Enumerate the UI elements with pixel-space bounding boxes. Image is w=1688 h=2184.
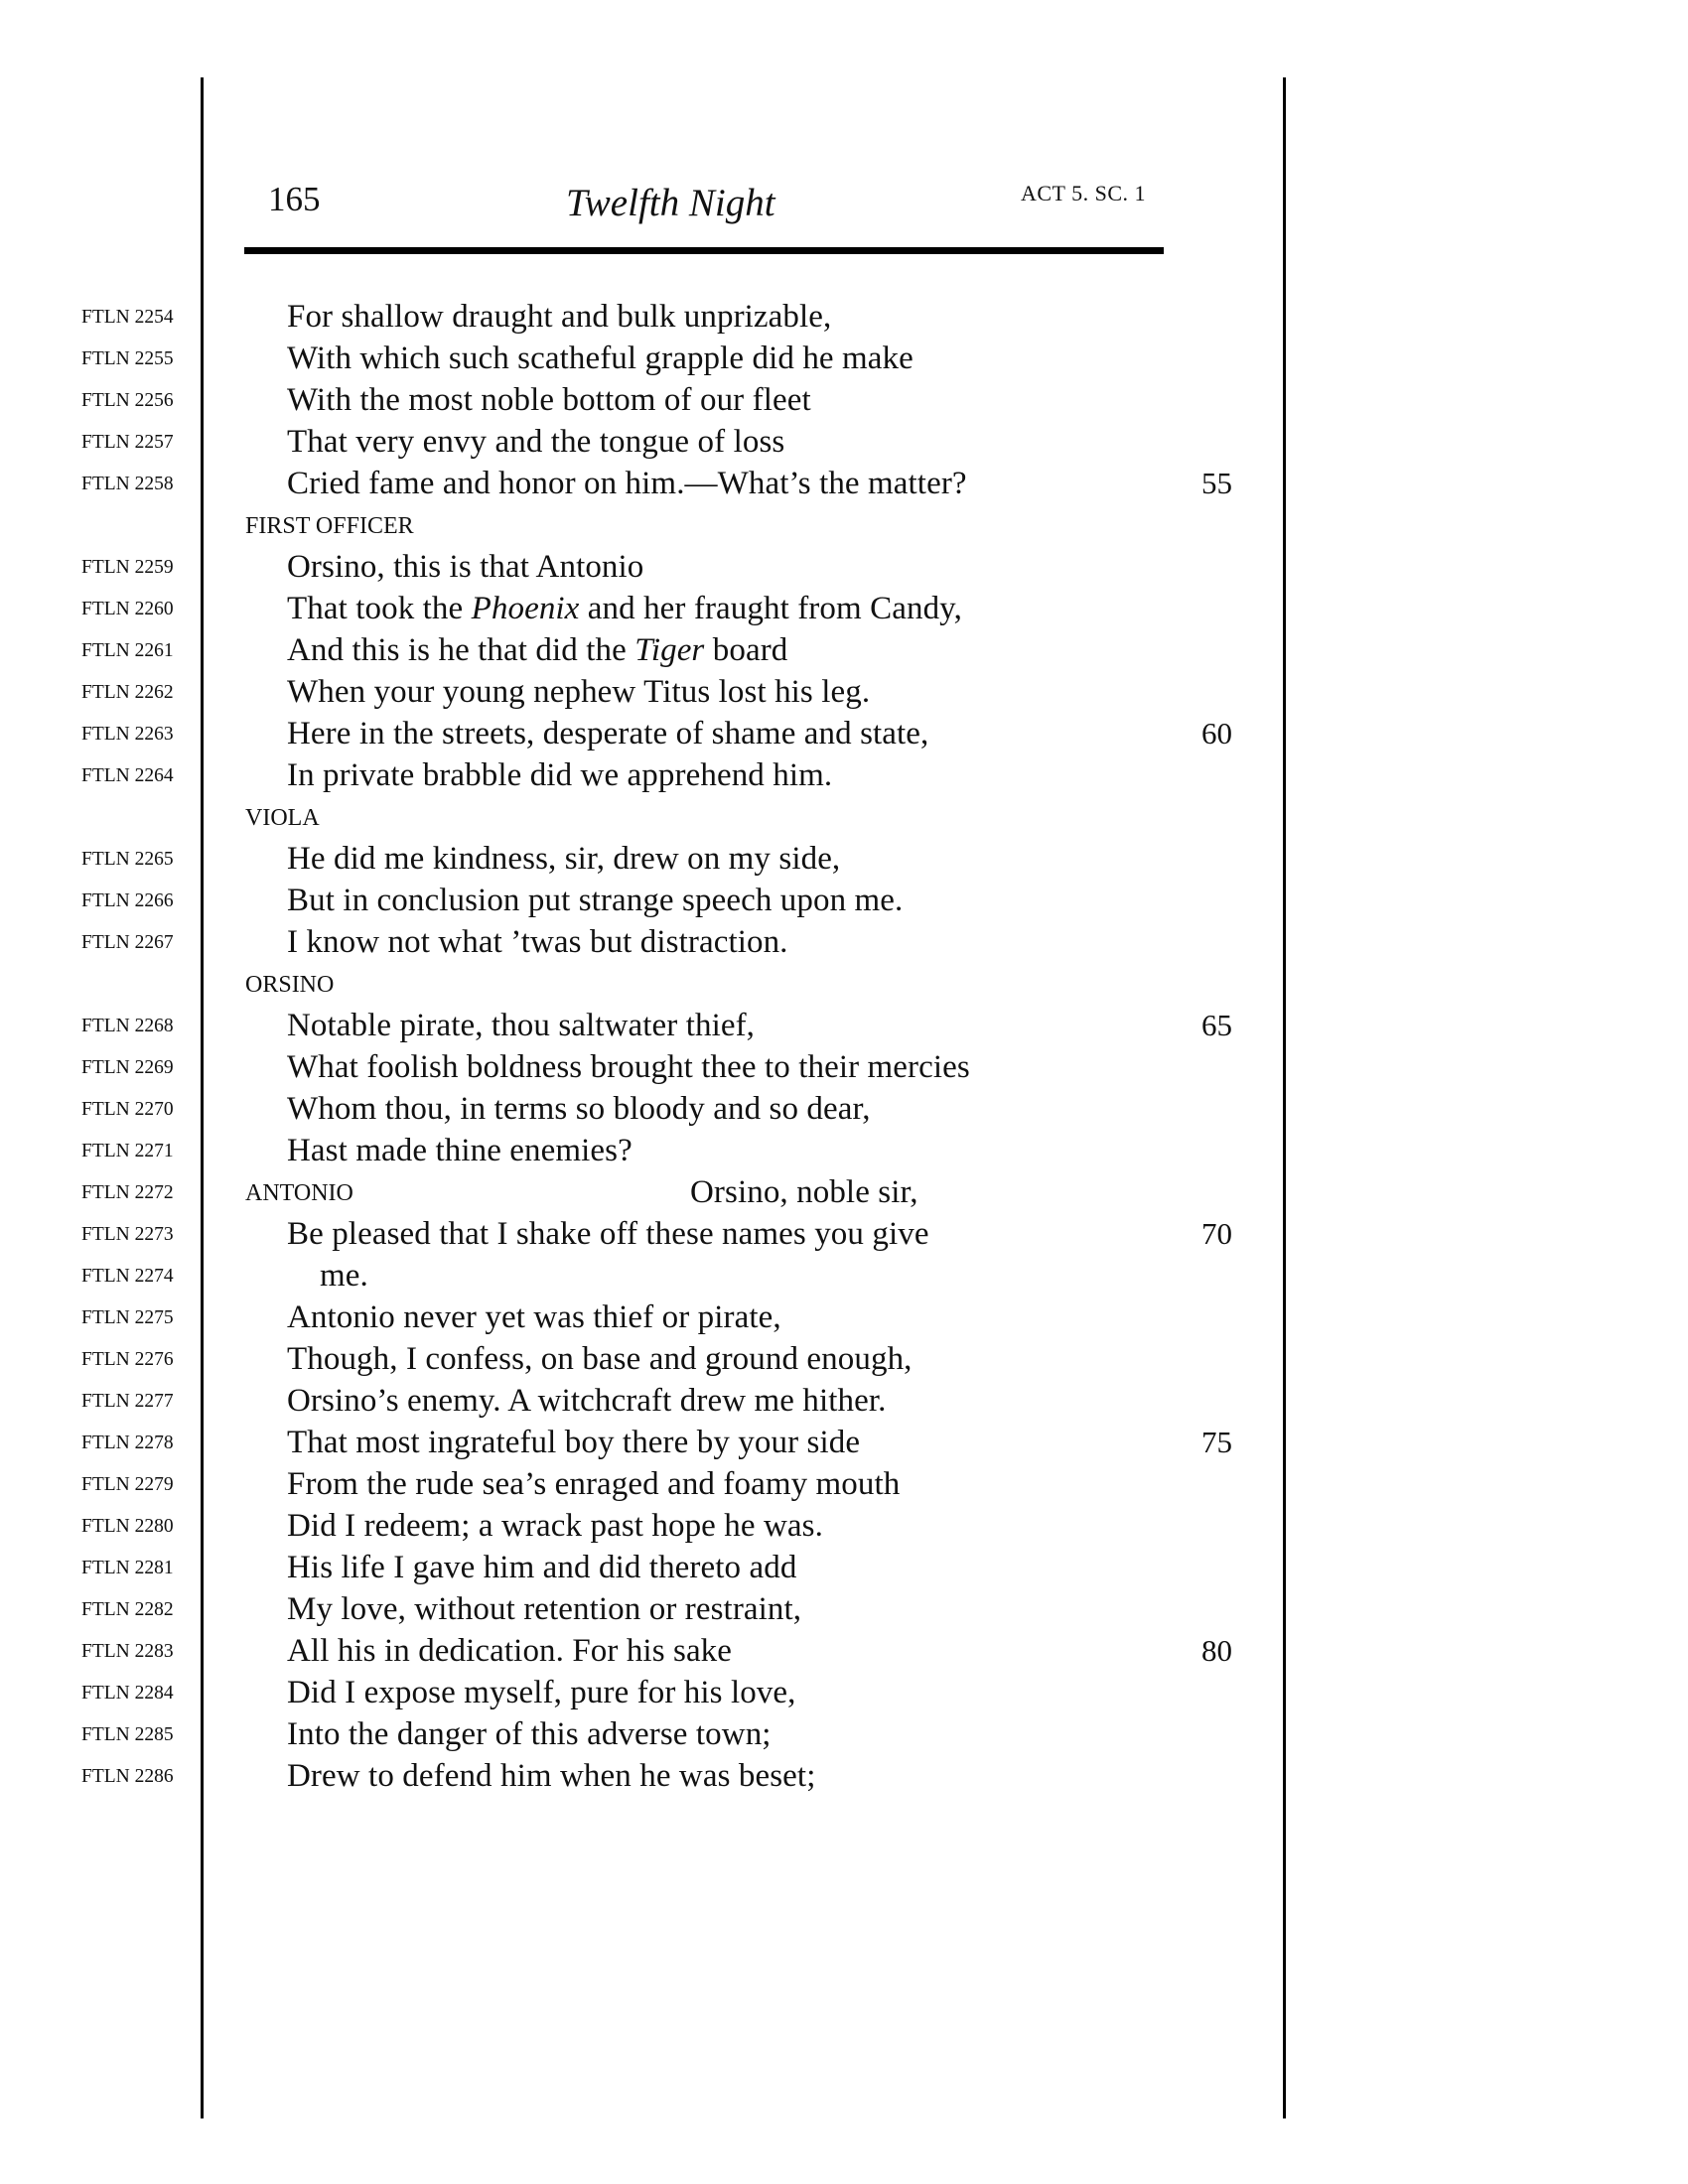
- ftln-number: FTLN 2266: [81, 890, 174, 911]
- verse-row: [0, 712, 1688, 753]
- verse-row: [0, 545, 1688, 587]
- running-title: Twelfth Night: [566, 182, 775, 224]
- ftln-number: FTLN 2277: [81, 1391, 174, 1412]
- speaker-name: ANTONIO: [245, 1180, 353, 1206]
- verse-line: All his in dedication. For his sake: [287, 1633, 733, 1669]
- speaker-row: [0, 503, 1688, 545]
- ftln-number: FTLN 2265: [81, 849, 174, 870]
- ftln-number: FTLN 2284: [81, 1683, 174, 1704]
- ftln-number: FTLN 2264: [81, 765, 174, 786]
- verse-row: [0, 670, 1688, 712]
- ftln-number: FTLN 2278: [81, 1433, 174, 1453]
- verse-row: [0, 1379, 1688, 1421]
- verse-row: [0, 1170, 1688, 1212]
- ship-name: Phoenix: [471, 591, 580, 626]
- verse-row: [0, 1004, 1688, 1045]
- verse-line: Orsino’s enemy. A witchcraft drew me hither.: [287, 1383, 887, 1419]
- verse-line: In private brabble did we apprehend him.: [287, 757, 833, 793]
- line-number: 80: [1201, 1633, 1232, 1668]
- verse-line: Into the danger of this adverse town;: [287, 1716, 772, 1752]
- verse-text: That took the: [287, 591, 472, 626]
- verse-row: [0, 1546, 1688, 1587]
- speaker-row: [0, 795, 1688, 837]
- verse-line: Hast made thine enemies?: [287, 1133, 633, 1168]
- verse-row: [0, 879, 1688, 920]
- verse-line: For shallow draught and bulk unprizable,: [287, 299, 832, 335]
- ftln-number: FTLN 2257: [81, 432, 174, 453]
- ftln-number: FTLN 2275: [81, 1307, 174, 1328]
- verse-line: My love, without retention or restraint,: [287, 1591, 802, 1627]
- verse-line: Drew to defend him when he was beset;: [287, 1758, 816, 1794]
- line-number: 70: [1201, 1216, 1232, 1251]
- ftln-number: FTLN 2260: [81, 599, 174, 619]
- ftln-number: FTLN 2256: [81, 390, 174, 411]
- header-rule: [244, 247, 1164, 254]
- ftln-number: FTLN 2274: [81, 1266, 174, 1287]
- verse-line: Though, I confess, on base and ground enough,: [287, 1341, 913, 1377]
- verse-row: [0, 1712, 1688, 1754]
- verse-line: Antonio never yet was thief or pirate,: [287, 1299, 781, 1335]
- ftln-number: FTLN 2270: [81, 1099, 174, 1120]
- verse-row: [0, 1254, 1688, 1296]
- ftln-number: FTLN 2279: [81, 1474, 174, 1495]
- ftln-number: FTLN 2281: [81, 1558, 174, 1578]
- verse-row: [0, 1754, 1688, 1796]
- verse-row: [0, 753, 1688, 795]
- play-text-body: [0, 295, 1688, 1796]
- verse-line: That most ingrateful boy there by your side: [287, 1425, 861, 1460]
- verse-text: and her fraught from Candy,: [579, 591, 962, 626]
- verse-row: [0, 1087, 1688, 1129]
- ftln-number: FTLN 2267: [81, 932, 174, 953]
- ftln-number: FTLN 2272: [81, 1182, 174, 1203]
- ftln-number: FTLN 2269: [81, 1057, 174, 1078]
- verse-line: With which such scatheful grapple did he make: [287, 341, 914, 376]
- verse-line: Did I expose myself, pure for his love,: [287, 1675, 796, 1710]
- verse-line: But in conclusion put strange speech upon me.: [287, 883, 904, 918]
- verse-line: Orsino, this is that Antonio: [287, 549, 644, 585]
- ftln-number: FTLN 2254: [81, 307, 174, 328]
- verse-row: [0, 628, 1688, 670]
- speaker-name: VIOLA: [245, 805, 320, 831]
- verse-row: [0, 1296, 1688, 1337]
- verse-row: [0, 1212, 1688, 1254]
- verse-line: What foolish boldness brought thee to their mercies: [287, 1049, 970, 1085]
- verse-row: [0, 462, 1688, 503]
- page-number: 165: [268, 180, 321, 218]
- ship-name: Tiger: [634, 632, 705, 668]
- ftln-number: FTLN 2271: [81, 1141, 174, 1161]
- verse-row: [0, 1462, 1688, 1504]
- verse-line: From the rude sea’s enraged and foamy mouth: [287, 1466, 901, 1502]
- verse-line: Cried fame and honor on him.—What’s the matter?: [287, 466, 967, 501]
- speaker-row: [0, 962, 1688, 1004]
- ftln-number: FTLN 2255: [81, 348, 174, 369]
- ftln-number: FTLN 2282: [81, 1599, 174, 1620]
- verse-line: His life I gave him and did thereto add: [287, 1550, 797, 1585]
- verse-row: [0, 1504, 1688, 1546]
- verse-text: And this is he that did the: [287, 632, 635, 668]
- verse-row: [0, 1045, 1688, 1087]
- verse-line: Orsino, noble sir,: [690, 1174, 918, 1210]
- verse-row: [0, 1629, 1688, 1671]
- line-number: 75: [1201, 1425, 1232, 1459]
- speaker-name: FIRST OFFICER: [245, 513, 414, 539]
- verse-row: [0, 378, 1688, 420]
- ftln-number: FTLN 2258: [81, 474, 174, 494]
- verse-line: me.: [320, 1258, 368, 1294]
- ftln-number: FTLN 2286: [81, 1766, 174, 1787]
- verse-row: [0, 1421, 1688, 1462]
- verse-line: [287, 588, 962, 629]
- verse-row: [0, 837, 1688, 879]
- verse-line: Be pleased that I shake off these names you give: [287, 1216, 929, 1252]
- verse-line: Here in the streets, desperate of shame and state,: [287, 716, 929, 751]
- verse-row: [0, 1129, 1688, 1170]
- line-number: 55: [1201, 466, 1232, 500]
- ftln-number: FTLN 2259: [81, 557, 174, 578]
- act-scene-label: ACT 5. SC. 1: [1021, 181, 1147, 205]
- verse-row: [0, 337, 1688, 378]
- verse-line: That very envy and the tongue of loss: [287, 424, 785, 460]
- verse-line: [287, 629, 787, 671]
- ftln-number: FTLN 2273: [81, 1224, 174, 1245]
- line-number: 60: [1201, 716, 1232, 751]
- verse-line: With the most noble bottom of our fleet: [287, 382, 811, 418]
- ftln-number: FTLN 2268: [81, 1016, 174, 1036]
- ftln-number: FTLN 2276: [81, 1349, 174, 1370]
- ftln-number: FTLN 2285: [81, 1724, 174, 1745]
- ftln-number: FTLN 2261: [81, 640, 174, 661]
- verse-row: [0, 295, 1688, 337]
- verse-line: He did me kindness, sir, drew on my side,: [287, 841, 841, 877]
- verse-line: Whom thou, in terms so bloody and so dear,: [287, 1091, 871, 1127]
- ftln-number: FTLN 2283: [81, 1641, 174, 1662]
- speaker-name: ORSINO: [245, 972, 335, 998]
- ftln-number: FTLN 2280: [81, 1516, 174, 1537]
- verse-row: [0, 420, 1688, 462]
- verse-line: When your young nephew Titus lost his leg.: [287, 674, 871, 710]
- ftln-number: FTLN 2263: [81, 724, 174, 745]
- line-number: 65: [1201, 1008, 1232, 1042]
- verse-row: [0, 920, 1688, 962]
- verse-row: [0, 1337, 1688, 1379]
- verse-line: Notable pirate, thou saltwater thief,: [287, 1008, 756, 1043]
- verse-row: [0, 1671, 1688, 1712]
- verse-line: Did I redeem; a wrack past hope he was.: [287, 1508, 823, 1544]
- verse-line: I know not what ’twas but distraction.: [287, 924, 788, 960]
- verse-row: [0, 1587, 1688, 1629]
- verse-row: [0, 587, 1688, 628]
- verse-text: board: [704, 632, 788, 668]
- ftln-number: FTLN 2262: [81, 682, 174, 703]
